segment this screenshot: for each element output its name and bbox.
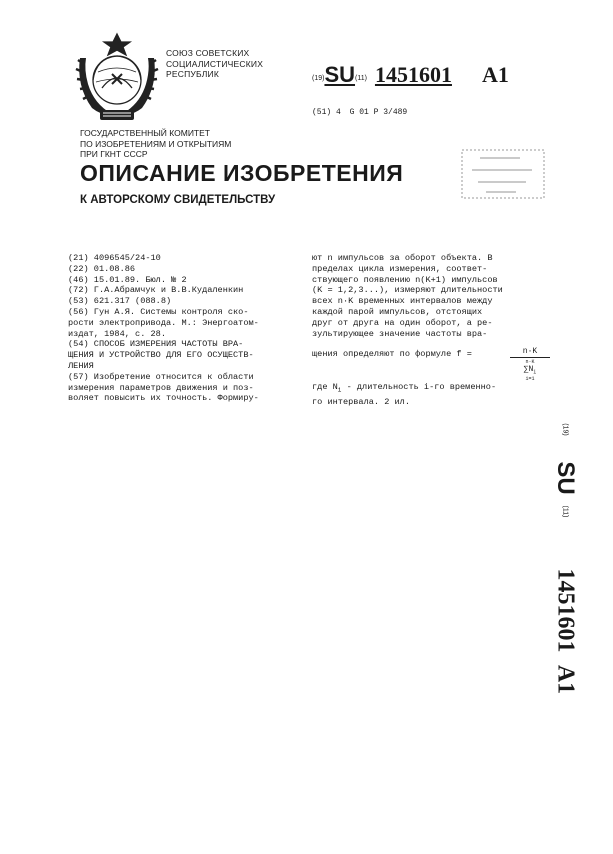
union-line: РЕСПУБЛИК bbox=[166, 69, 220, 79]
sum-index: i bbox=[533, 369, 537, 376]
text-line: ЩЕНИЯ И УСТРОЙСТВО ДЛЯ ЕГО ОСУЩЕСТВ- bbox=[68, 350, 254, 361]
patent-number-row bbox=[312, 62, 509, 88]
text-line: (54) СПОСОБ ИЗМЕРЕНИЯ ЧАСТОТЫ ВРА- bbox=[68, 339, 244, 350]
code-11: (11) bbox=[355, 74, 367, 82]
symbol-n: где N bbox=[312, 382, 338, 393]
side-country: SU bbox=[552, 461, 579, 495]
text-line: (72) Г.А.Абрамчук и В.В.Кудаленкин bbox=[68, 285, 244, 296]
definition-text: - длительность i-го временно- bbox=[341, 382, 497, 393]
committee-line: ГОСУДАРСТВЕННЫЙ КОМИТЕТ bbox=[80, 128, 210, 138]
text-line: издат, 1984, с. 28. bbox=[68, 328, 166, 339]
text-line: зультирующее значение частоты вра- bbox=[312, 328, 488, 339]
side-code-11: (11) bbox=[561, 505, 569, 518]
text-line: каждой парой импульсов, отстоящих bbox=[312, 306, 483, 317]
text-line: рости электропривода. М.: Энергоатом- bbox=[68, 317, 259, 328]
code-19: (19) bbox=[312, 74, 325, 82]
ipc-class: G 01 P 3/489 bbox=[349, 108, 408, 117]
text-line: щения определяют по формуле f = bbox=[312, 349, 472, 360]
committee-line: ПО ИЗОБРЕТЕНИЯМ И ОТКРЫТИЯМ bbox=[80, 138, 232, 149]
text-line: воляет повысить их точность. Формиру- bbox=[68, 393, 259, 404]
library-stamp bbox=[460, 148, 546, 200]
union-line: СОЦИАЛИСТИЧЕСКИХ bbox=[166, 58, 264, 69]
text-line: (22) 01.08.86 bbox=[68, 263, 136, 274]
document-title: ОПИСАНИЕ ИЗОБРЕТЕНИЯ bbox=[80, 160, 404, 186]
text-line: пределах цикла измерения, соответ- bbox=[312, 263, 488, 274]
formula-fraction bbox=[510, 347, 550, 382]
text-line: (21) 4096545/24-10 bbox=[68, 253, 161, 263]
text-line bbox=[312, 382, 552, 397]
text-line: (K = 1,2,3...), измеряют длительности bbox=[312, 285, 503, 296]
text-line: (57) Изобретение относится к области bbox=[68, 371, 254, 382]
patent-number: 1451601 bbox=[374, 62, 452, 87]
text-line: ют n импульсов за оборот объекта. В bbox=[312, 253, 493, 263]
text-line: всех n·K временных интервалов между bbox=[312, 296, 493, 307]
sum-upper-limit: n·K bbox=[525, 359, 535, 365]
country-code: SU bbox=[324, 62, 356, 87]
sum-symbol: ∑N bbox=[523, 365, 534, 374]
text-line: измерения параметров движения и поз- bbox=[68, 382, 254, 393]
side-code-19: (19) bbox=[561, 423, 569, 436]
ipc-row bbox=[312, 108, 407, 117]
ussr-emblem bbox=[72, 28, 162, 124]
text-line: (56) Гун А.Я. Системы контроля ско- bbox=[68, 306, 249, 317]
text-line: друг от друга на один оборот, а ре- bbox=[312, 317, 493, 328]
committee-name bbox=[80, 128, 231, 160]
committee-line: ПРИ ГКНТ СССР bbox=[80, 149, 148, 159]
abstract-column bbox=[312, 253, 552, 407]
union-name bbox=[166, 48, 263, 80]
side-kind: A1 bbox=[552, 664, 579, 695]
side-number: 1451601 bbox=[552, 568, 579, 653]
kind-code: A1 bbox=[481, 62, 509, 87]
sum-lower-limit: i=1 bbox=[525, 375, 535, 382]
union-line: СОЮЗ СОВЕТСКИХ bbox=[166, 48, 250, 58]
formula-denominator bbox=[510, 358, 550, 382]
side-patent-number bbox=[540, 423, 590, 700]
text-line: ствующего появлению n(K+1) импульсов bbox=[312, 274, 498, 285]
document-subtitle: К АВТОРСКОМУ СВИДЕТЕЛЬСТВУ bbox=[80, 194, 276, 206]
formula-numerator: n·K bbox=[510, 347, 550, 358]
text-line: ЛЕНИЯ bbox=[68, 360, 94, 371]
symbol-sub: i bbox=[337, 386, 342, 394]
text-line: го интервала. 2 ил. bbox=[312, 396, 410, 407]
code-51: (51) 4 bbox=[312, 108, 341, 117]
bibliographic-column bbox=[68, 253, 308, 404]
text-line: (46) 15.01.89. Бюл. № 2 bbox=[68, 274, 187, 285]
text-line: (53) 621.317 (088.8) bbox=[68, 296, 172, 307]
